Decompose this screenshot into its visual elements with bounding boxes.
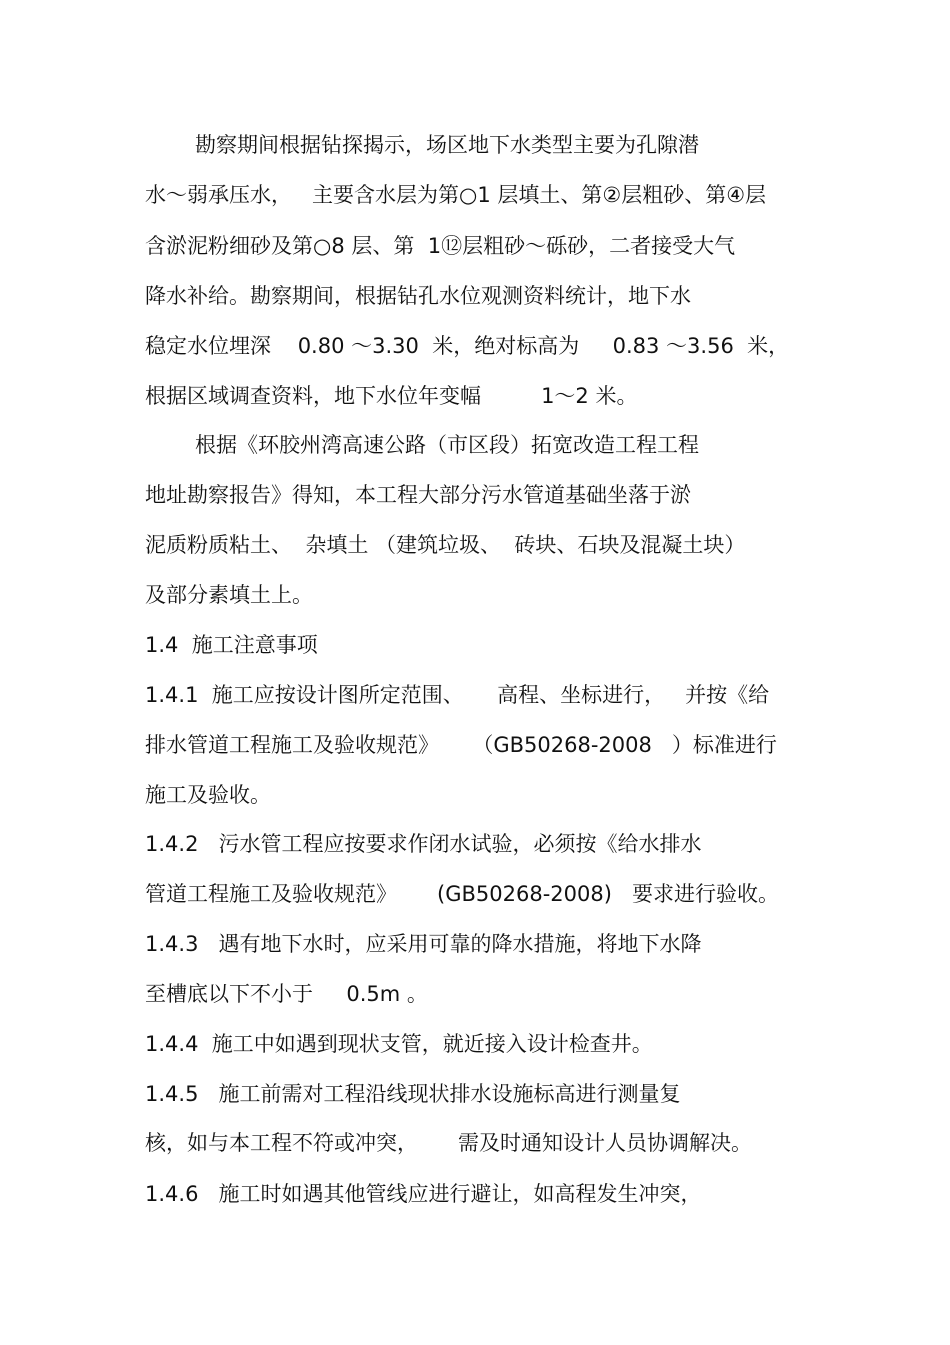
text-line: 地址勘察报告》得知，本工程大部分污水管道基础坐落于淤 <box>145 483 691 507</box>
text-line: 1.4.6 施工时如遇其他管线应进行避让，如高程发生冲突， <box>145 1182 702 1206</box>
text-line: 排水管道工程施工及验收规范》 （GB50268-2008 ）标准进行 <box>145 733 777 757</box>
text-line: 泥质粉质粘土、 杂填土 （建筑垃圾、 砖块、石块及混凝土块） <box>145 533 746 557</box>
text-line: 1.4.4 施工中如遇到现状支管，就近接入设计检查井。 <box>145 1032 653 1056</box>
text-line: 稳定水位埋深 0.80 ～3.30 米，绝对标高为 0.83 ～3.56 米， <box>145 334 790 358</box>
text-line: 勘察期间根据钻探揭示，场区地下水类型主要为孔隙潜 <box>195 133 699 157</box>
text-line: 施工及验收。 <box>145 783 271 807</box>
text-line: 核，如与本工程不符或冲突， 需及时通知设计人员协调解决。 <box>145 1131 753 1155</box>
text-line: 水～弱承压水， 主要含水层为第○1 层填土、第②层粗砂、第④层 <box>145 183 767 207</box>
text-line: 含淤泥粉细砂及第○8 层、第 1⑫层粗砂～砾砂，二者接受大气 <box>145 234 736 258</box>
text-line: 管道工程施工及验收规范》 (GB50268-2008) 要求进行验收。 <box>145 882 779 906</box>
section-heading: 1.4 施工注意事项 <box>145 633 318 657</box>
text-line: 及部分素填土上。 <box>145 583 313 607</box>
text-line: 1.4.3 遇有地下水时，应采用可靠的降水措施，将地下水降 <box>145 932 702 956</box>
text-line: 根据区域调查资料，地下水位年变幅 1～2 米。 <box>145 384 638 408</box>
text-line: 降水补给。勘察期间，根据钻孔水位观测资料统计，地下水 <box>145 284 691 308</box>
text-line: 1.4.5 施工前需对工程沿线现状排水设施标高进行测量复 <box>145 1082 681 1106</box>
text-line: 1.4.2 污水管工程应按要求作闭水试验，必须按《给水排水 <box>145 832 702 856</box>
text-line: 根据《环胶州湾高速公路（市区段）拓宽改造工程工程 <box>195 433 699 457</box>
text-line: 1.4.1 施工应按设计图所定范围、 高程、坐标进行， 并按《给 <box>145 683 770 707</box>
text-line: 至槽底以下不小于 0.5m 。 <box>145 982 428 1006</box>
